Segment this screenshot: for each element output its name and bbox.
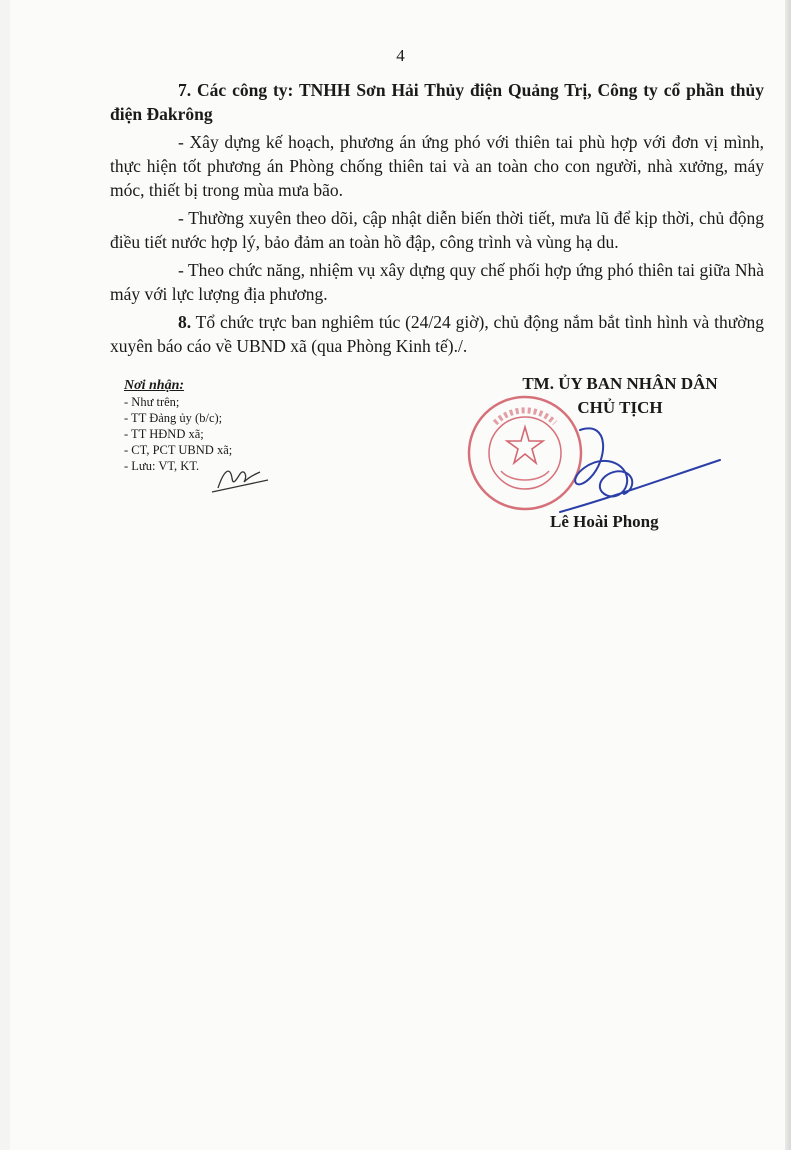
section-8-text: Tổ chức trực ban nghiêm túc (24/24 giờ), chủ động nắm bắt tình hình và thường xuyên báo cáo về UBND xã (qua Phòng Kinh tế)./. <box>110 312 765 356</box>
recipients-title: Nơi nhận: <box>124 378 185 393</box>
signer-name: Lê Hoài Phong <box>550 512 659 531</box>
signature-position: CHỦ TỊCH <box>577 398 663 417</box>
page-edge <box>785 0 791 1150</box>
document-page <box>10 0 791 1150</box>
recipient-item: - TT HĐND xã; <box>124 427 204 441</box>
section-7-item: - Theo chức năng, nhiệm vụ xây dựng quy chế phối hợp ứng phó thiên tai giữa Nhà máy với lực lượng địa phương. <box>110 260 764 304</box>
section-7-heading <box>110 78 764 126</box>
recipient-item: - Lưu: VT, KT. <box>124 459 200 473</box>
recipient-item: - TT Đảng ủy (b/c); <box>124 411 223 425</box>
recipients-block <box>124 378 232 474</box>
page-number: 4 <box>396 46 405 65</box>
section-7-number: 7. <box>178 80 192 100</box>
section-7-item: - Thường xuyên theo dõi, cập nhật diễn biến thời tiết, mưa lũ để kịp thời, chủ động điều tiết nước hợp lý, bảo đảm an toàn hồ đập, công trình và vùng hạ du. <box>110 208 764 252</box>
section-7-item: - Xây dựng kế hoạch, phương án ứng phó với thiên tai phù hợp với đơn vị mình, thực hiện tốt phương án Phòng chống thiên tai và an toàn cho con người, nhà xưởng, máy móc, thiết bị trong mùa mưa bão. <box>110 132 764 200</box>
initials-signature <box>210 462 270 496</box>
recipient-item: - Như trên; <box>124 395 180 409</box>
section-7-title: Các công ty: TNHH Sơn Hải Thủy điện Quảng Trị, Công ty cổ phần thủy điện Đakrông <box>110 80 765 124</box>
handwritten-signature <box>550 420 730 520</box>
signature-org-line: TM. ỦY BAN NHÂN DÂN <box>522 374 718 393</box>
section-7 <box>110 78 764 358</box>
section-8-number: 8. <box>178 312 192 332</box>
recipient-item: - CT, PCT UBND xã; <box>124 443 233 457</box>
section-8 <box>110 310 764 358</box>
